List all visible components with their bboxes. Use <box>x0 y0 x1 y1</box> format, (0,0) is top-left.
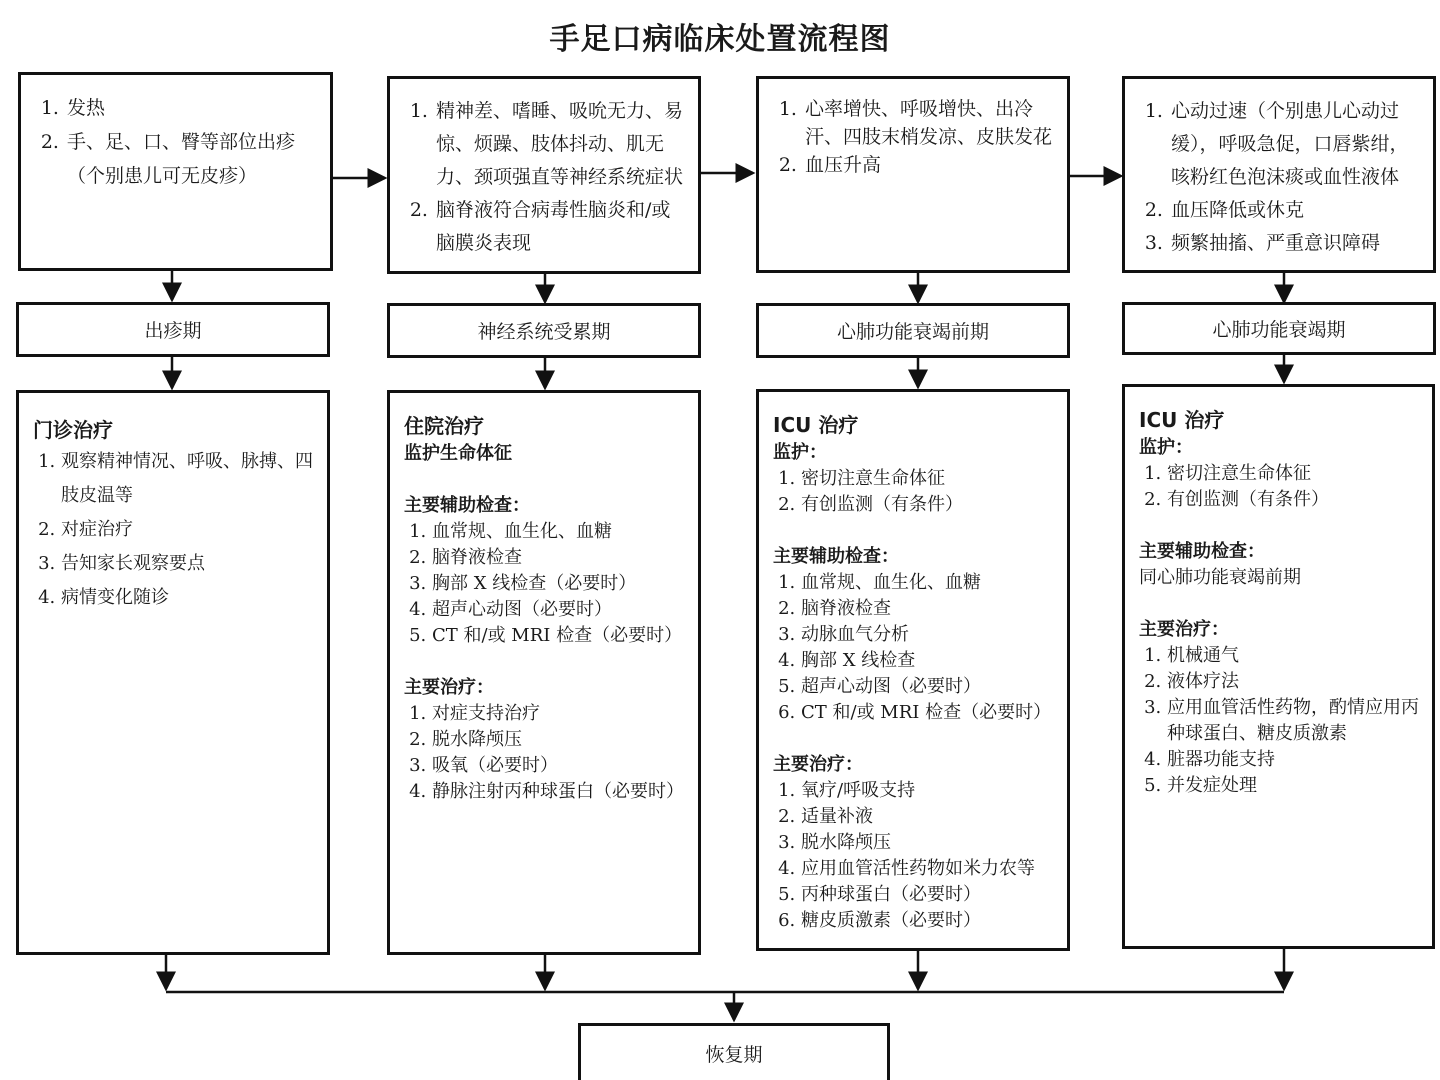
treatment-item: 3. 应用血管活性药物，酌情应用丙种球蛋白、糖皮质激素 <box>1167 695 1420 747</box>
treatment-item: 4. 应用血管活性药物如米力农等 <box>801 856 1055 882</box>
treatment-heading: ICU 治疗 <box>1139 408 1225 432</box>
treatment-section-label: 主要辅助检查： <box>773 546 899 567</box>
treatment-item: 1. 血常规、血生化、血糖 <box>801 570 1055 596</box>
treatment-section-label: 主要辅助检查： <box>1139 541 1265 562</box>
treatment-item: 1. 观察精神情况、呼吸、脉搏、四肢皮温等 <box>61 445 315 513</box>
symptom-list <box>773 95 1053 179</box>
treatment-item: 1. 机械通气 <box>1167 643 1420 669</box>
treatment-item: 5. 丙种球蛋白（必要时） <box>801 882 1055 908</box>
symptom-box-precardio-stage <box>756 76 1070 273</box>
treatment-item: 4. 静脉注射丙种球蛋白（必要时） <box>432 779 686 805</box>
treatment-box-outpatient <box>16 390 330 955</box>
symptom-item: 2. 手、足、口、臀等部位出疹（个别患儿可无皮疹） <box>65 125 316 193</box>
treatment-list <box>773 466 1055 518</box>
treatment-item: 2. 脱水降颅压 <box>432 727 686 753</box>
treatment-item: 2. 脑脊液检查 <box>432 545 686 571</box>
page-title: 手足口病临床处置流程图 <box>549 22 891 57</box>
treatment-item: 1. 密切注意生命体征 <box>1167 461 1420 487</box>
treatment-box-inpatient <box>387 390 701 955</box>
symptom-box-rash-stage <box>18 72 333 271</box>
treatment-heading: ICU 治疗 <box>773 413 859 437</box>
treatment-item: 2. 脑脊液检查 <box>801 596 1055 622</box>
treatment-box-icu-precardio <box>756 389 1070 951</box>
stage-recovery: 恢复期 <box>578 1023 890 1080</box>
treatment-box-icu-cardio <box>1122 384 1435 949</box>
stage-nervous: 神经系统受累期 <box>387 303 701 358</box>
treatment-item: 1. 氧疗/呼吸支持 <box>801 778 1055 804</box>
treatment-intro: 监护生命体征 <box>404 443 512 464</box>
treatment-heading: 住院治疗 <box>404 414 484 438</box>
treatment-list <box>1139 461 1420 513</box>
symptom-box-nervous-stage <box>387 76 701 274</box>
treatment-section-label: 主要治疗： <box>773 754 863 775</box>
treatment-item: 同心肺功能衰竭前期 <box>1139 567 1301 588</box>
treatment-list <box>404 701 686 805</box>
treatment-item: 5. 并发症处理 <box>1167 773 1420 799</box>
treatment-item: 3. 脱水降颅压 <box>801 830 1055 856</box>
treatment-item: 2. 对症治疗 <box>61 513 315 547</box>
treatment-list <box>404 519 686 649</box>
treatment-section-label: 主要治疗： <box>1139 619 1229 640</box>
treatment-item: 2. 有创监测（有条件） <box>801 492 1055 518</box>
treatment-item: 6. CT 和/或 MRI 检查（必要时） <box>801 700 1055 726</box>
treatment-item: 1. 对症支持治疗 <box>432 701 686 727</box>
symptom-item: 1. 心动过速（个别患儿心动过缓），呼吸急促，口唇紫绀，咳粉红色泡沫痰或血性液体 <box>1169 95 1419 194</box>
treatment-item: 2. 液体疗法 <box>1167 669 1420 695</box>
treatment-item: 3. 胸部 X 线检查（必要时） <box>432 571 686 597</box>
treatment-item: 3. 告知家长观察要点 <box>61 547 315 581</box>
treatment-item: 3. 动脉血气分析 <box>801 622 1055 648</box>
stage-cardio: 心肺功能衰竭期 <box>1122 302 1436 355</box>
symptom-list <box>35 91 316 193</box>
treatment-list <box>33 445 315 615</box>
treatment-section-label: 主要治疗： <box>404 677 494 698</box>
symptom-list <box>1139 95 1419 260</box>
treatment-list <box>773 570 1055 726</box>
treatment-list <box>1139 643 1420 799</box>
treatment-item: 2. 有创监测（有条件） <box>1167 487 1420 513</box>
treatment-item: 5. 超声心动图（必要时） <box>801 674 1055 700</box>
symptom-box-cardio-stage <box>1122 76 1436 273</box>
symptom-list <box>404 95 684 260</box>
stage-precardio: 心肺功能衰竭前期 <box>756 303 1070 358</box>
symptom-item: 2. 血压降低或休克 <box>1169 194 1419 227</box>
symptom-item: 2. 脑脊液符合病毒性脑炎和/或脑膜炎表现 <box>434 194 684 260</box>
treatment-item: 4. 病情变化随诊 <box>61 581 315 615</box>
treatment-item: 2. 适量补液 <box>801 804 1055 830</box>
treatment-section-label: 主要辅助检查： <box>404 495 530 516</box>
treatment-item: 5. CT 和/或 MRI 检查（必要时） <box>432 623 686 649</box>
treatment-item: 4. 胸部 X 线检查 <box>801 648 1055 674</box>
treatment-item: 4. 超声心动图（必要时） <box>432 597 686 623</box>
symptom-item: 3. 频繁抽搐、严重意识障碍 <box>1169 227 1419 260</box>
stage-rash: 出疹期 <box>16 302 330 357</box>
treatment-item: 1. 血常规、血生化、血糖 <box>432 519 686 545</box>
symptom-item: 2. 血压升高 <box>803 151 1053 179</box>
treatment-item: 1. 密切注意生命体征 <box>801 466 1055 492</box>
treatment-item: 6. 糖皮质激素（必要时） <box>801 908 1055 934</box>
treatment-section-label: 监护： <box>1139 437 1193 458</box>
symptom-item: 1. 精神差、嗜睡、吸吮无力、易惊、烦躁、肢体抖动、肌无力、颈项强直等神经系统症状 <box>434 95 684 194</box>
treatment-section-label: 监护： <box>773 442 827 463</box>
symptom-item: 1. 发热 <box>65 91 316 125</box>
treatment-list <box>773 778 1055 934</box>
treatment-heading: 门诊治疗 <box>33 418 113 442</box>
treatment-item: 3. 吸氧（必要时） <box>432 753 686 779</box>
symptom-item: 1. 心率增快、呼吸增快、出冷汗、四肢末梢发凉、皮肤发花 <box>803 95 1053 151</box>
treatment-item: 4. 脏器功能支持 <box>1167 747 1420 773</box>
